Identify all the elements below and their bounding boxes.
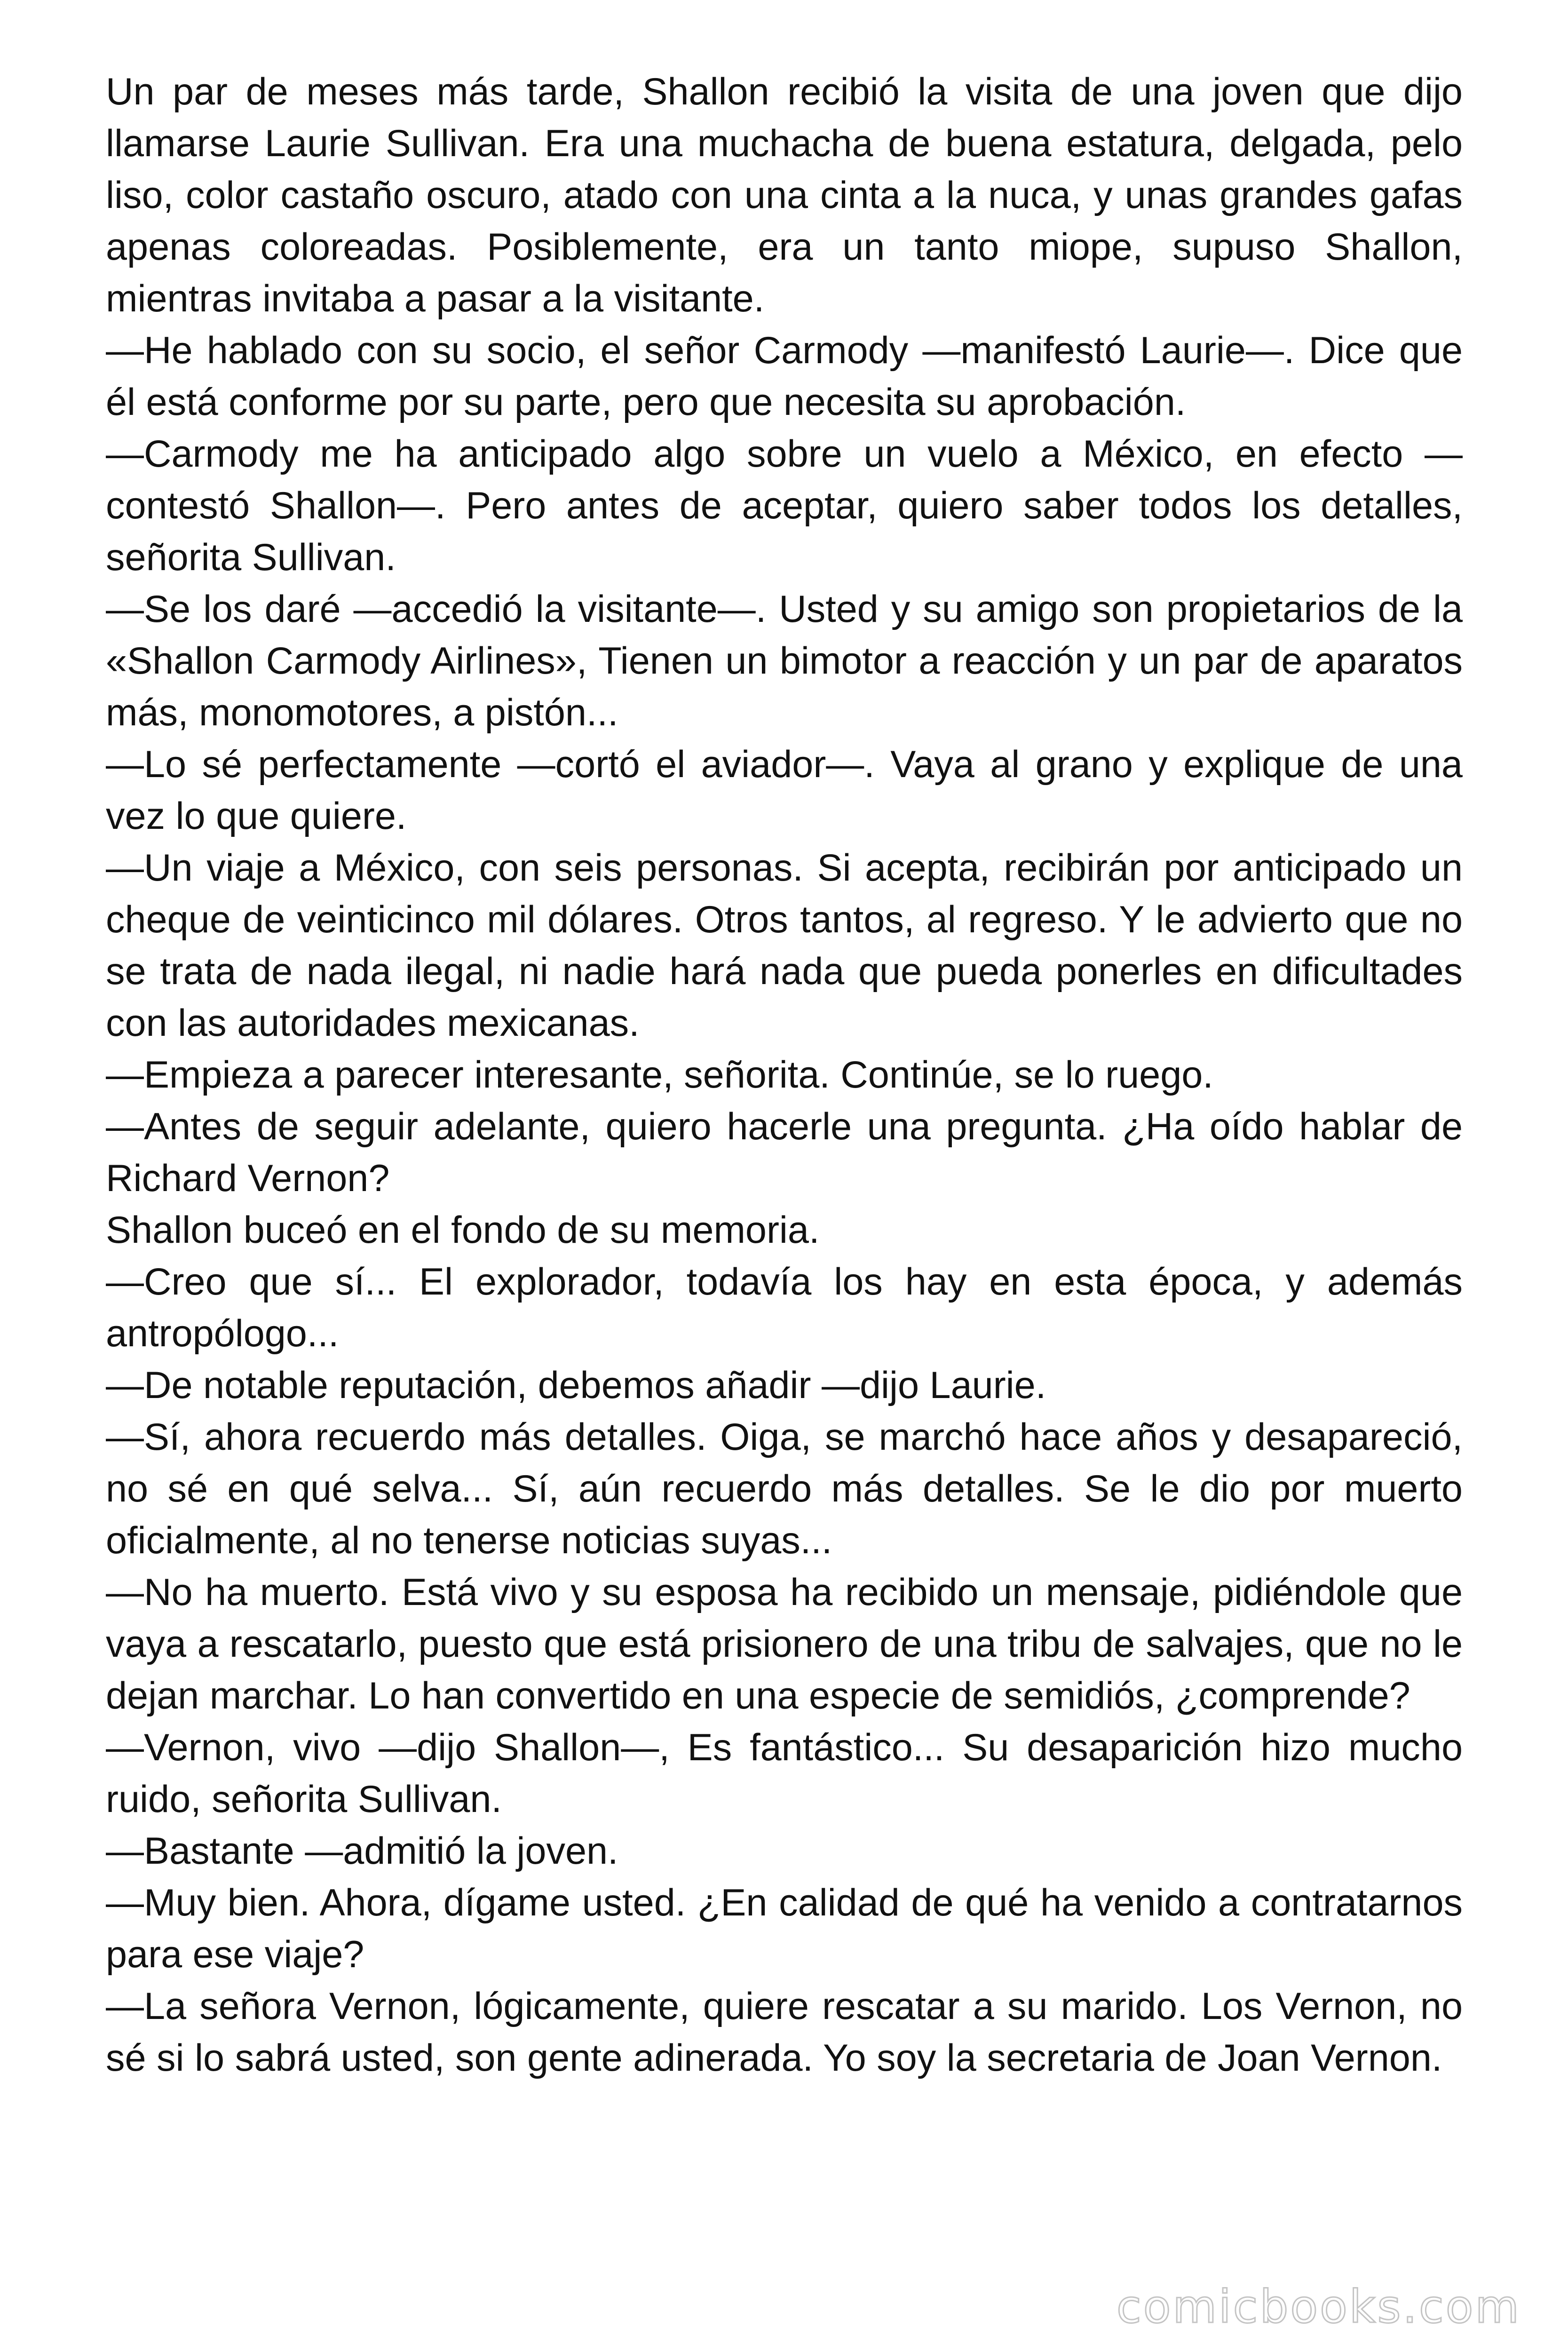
paragraph: —Vernon, vivo —dijo Shallon—, Es fantástico... Su desaparición hizo mucho ruido, señorita Sullivan. xyxy=(106,1726,1463,1820)
paragraph: —Carmody me ha anticipado algo sobre un vuelo a México, en efecto —contestó Shallon—. Pero antes de aceptar, quiero saber todos los detalles, señorita Sullivan. xyxy=(106,433,1463,579)
paragraph: —Lo sé perfectamente —cortó el aviador—. Vaya al grano y explique de una vez lo que quiere. xyxy=(106,743,1463,837)
paragraph: —Empieza a parecer interesante, señorita. Continúe, se lo ruego. xyxy=(106,1054,1213,1096)
paragraph: —Se los daré —accedió la visitante—. Usted y su amigo son propietarios de la «Shallon Carmody Airlines», Tienen un bimotor a reacción y un par de aparatos más, monomotores, a pistón... xyxy=(106,588,1463,734)
paragraph: Un par de meses más tarde, Shallon recibió la visita de una joven que dijo llamarse Laurie Sullivan. Era una muchacha de buena estatura, delgada, pelo liso, color castaño oscuro, atado con una cinta a la nuca, y unas grandes gafas apenas coloreadas. Posiblemente, era un tanto miope, supuso Shallon, mientras invitaba a pasar a la visitante. xyxy=(106,71,1463,320)
paragraph: —De notable reputación, debemos añadir —dijo Laurie. xyxy=(106,1364,1046,1406)
paragraph: Shallon buceó en el fondo de su memoria. xyxy=(106,1209,820,1251)
body-text xyxy=(106,66,1463,2084)
paragraph: —Antes de seguir adelante, quiero hacerle una pregunta. ¿Ha oído hablar de Richard Vernon? xyxy=(106,1105,1463,1200)
paragraph: —No ha muerto. Está vivo y su esposa ha recibido un mensaje, pidiéndole que vaya a rescatarlo, puesto que está prisionero de una tribu de salvajes, que no le dejan marchar. Lo han convertido en una especie de semidiós, ¿comprende? xyxy=(106,1571,1463,1717)
paragraph: —Creo que sí... El explorador, todavía los hay en esta época, y además antropólogo... xyxy=(106,1261,1463,1355)
paragraph: —Bastante —admitió la joven. xyxy=(106,1830,618,1872)
paragraph: —Muy bien. Ahora, dígame usted. ¿En calidad de qué ha venido a contratarnos para ese viaje? xyxy=(106,1882,1463,1976)
paragraph: —Un viaje a México, con seis personas. Si acepta, recibirán por anticipado un cheque de veinticinco mil dólares. Otros tantos, al regreso. Y le advierto que no se trata de nada ilegal, ni nadie hará nada que pueda ponerles en dificultades con las autoridades mexicanas. xyxy=(106,847,1463,1044)
paragraph: —He hablado con su socio, el señor Carmody —manifestó Laurie—. Dice que él está conforme por su parte, pero que necesita su aprobación. xyxy=(106,329,1463,423)
watermark: comicbooks.com xyxy=(1116,2280,1521,2333)
paragraph: —Sí, ahora recuerdo más detalles. Oiga, se marchó hace años y desapareció, no sé en qué selva... Sí, aún recuerdo más detalles. Se le dio por muerto oficialmente, al no tenerse noticias suyas... xyxy=(106,1416,1463,1562)
paragraph: —La señora Vernon, lógicamente, quiere rescatar a su marido. Los Vernon, no sé si lo sabrá usted, son gente adinerada. Yo soy la secretaria de Joan Vernon. xyxy=(106,1985,1463,2079)
